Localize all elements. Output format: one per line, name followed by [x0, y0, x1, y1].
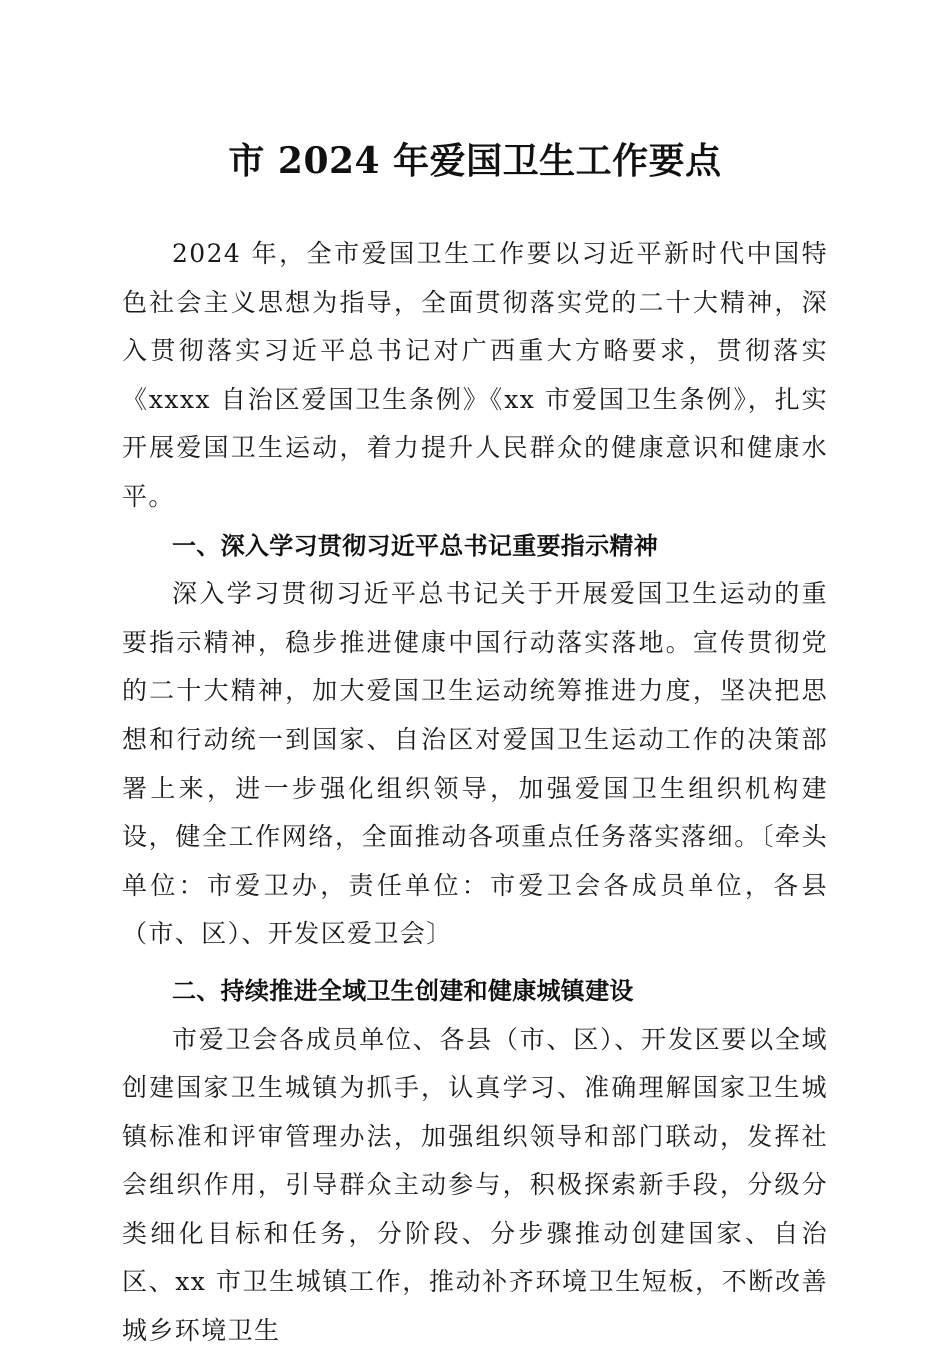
- document-body: [122, 230, 828, 1356]
- section-2-paragraph: 市爱卫会各成员单位、各县（市、区）、开发区要以全域创建国家卫生城镇为抓手，认真学习、准确理解国家卫生城镇标准和评审管理办法，加强组织领导和部门联动，发挥社会组织作用，引导群众主动参与，积极探索新手段，分级分类细化目标和任务，分阶段、分步骤推动创建国家、自治区、xx 市卫生城镇工作，推动补齐环境卫生短板，不断改善城乡环境卫生: [122, 1024, 828, 1346]
- section-1-paragraph: 深入学习贯彻习近平总书记关于开展爱国卫生运动的重要指示精神，稳步推进健康中国行动落实落地。宣传贯彻党的二十大精神，加大爱国卫生运动统筹推进力度，坚决把思想和行动统一到国家、自治区对爱国卫生运动工作的决策部署上来，进一步强化组织领导，加强爱国卫生组织机构建设，健全工作网络，全面推动各项重点任务落实落细。〔牵头单位：市爱卫办，责任单位：市爱卫会各成员单位，各县（市、区）、开发区爱卫会〕: [122, 579, 828, 949]
- section-1-heading: 一、深入学习贯彻习近平总书记重要指示精神: [172, 531, 658, 560]
- section-2-heading: 二、持续推进全域卫生创建和健康城镇建设: [172, 976, 634, 1005]
- document-title: 市 2024 年爱国卫生工作要点: [228, 140, 722, 182]
- intro-paragraph: 2024 年，全市爱国卫生工作要以习近平新时代中国特色社会主义思想为指导，全面贯彻落实党的二十大精神，深入贯彻落实习近平总书记对广西重大方略要求，贯彻落实《xxxx 自治区爱国卫生条例》《xx 市爱国卫生条例》，扎实开展爱国卫生运动，着力提升人民群众的健康意识和健康水平。: [122, 239, 828, 511]
